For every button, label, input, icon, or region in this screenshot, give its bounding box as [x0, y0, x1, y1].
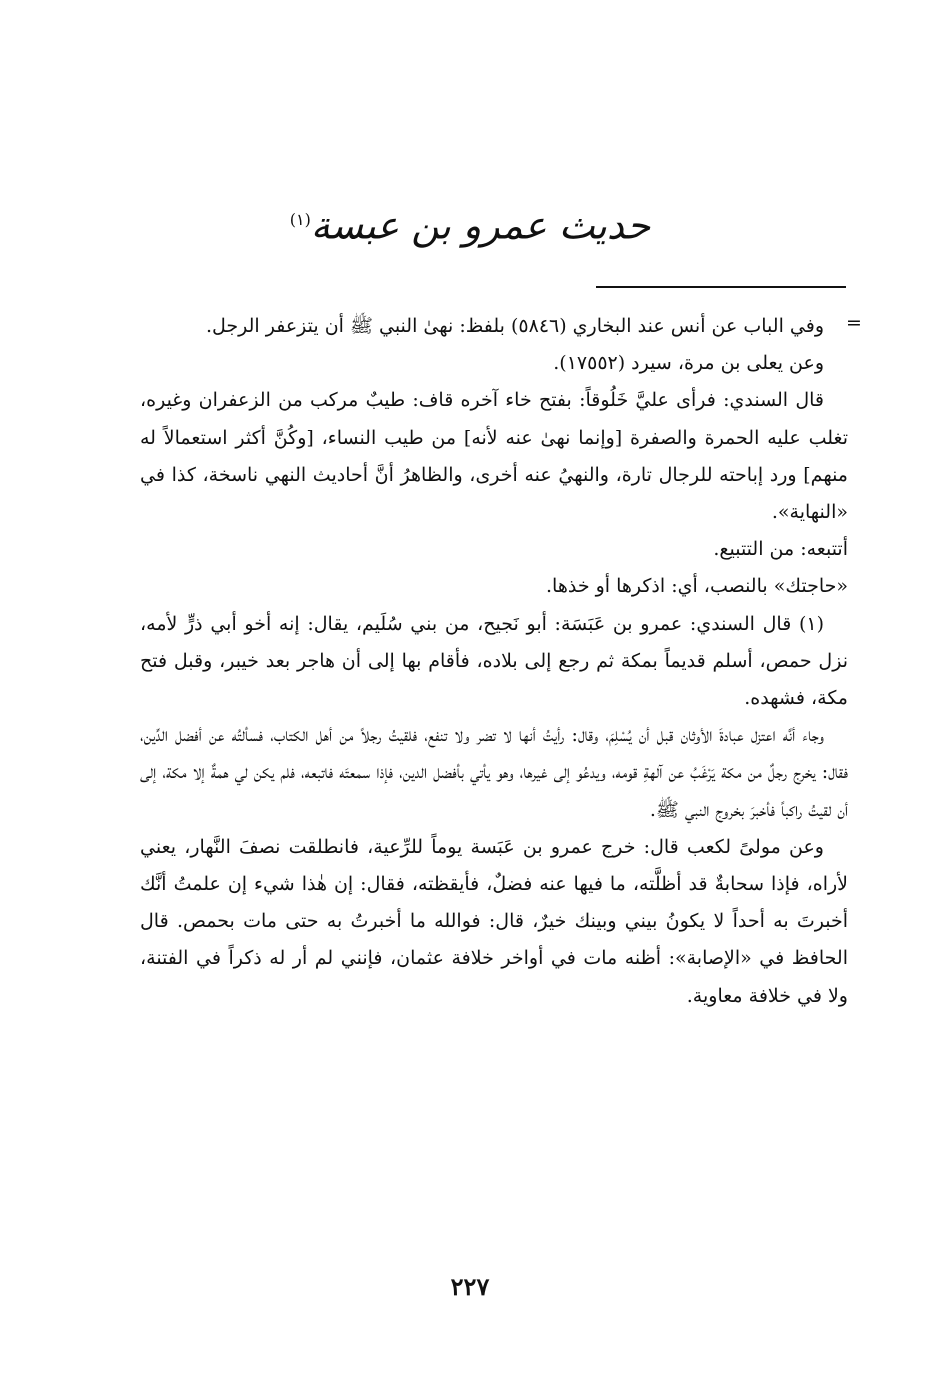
footnote-paragraph: «حاجتك» بالنصب، أي: اذكرها أو خذها. [546, 575, 848, 598]
chapter-title: حديث عمرو بن عبسة [310, 203, 651, 248]
footnote-divider [596, 286, 846, 288]
footnote-paragraph: وجاء أنَّه اعتزل عبادةَ الأوثان قبل أن يُسْلِمَ، وقال: رأيتُ أنها لا تضر ولا تنفع، فلقيتُ رجلاً من أهل الكتاب، فسألتُه عن أفضل الدِّين، فقال: يخرج رجلٌ من مكة يَرْغَبُ عن آلهةِ قومه، ويدعُو إلى غيرها، وهو يأتي بأفضل الدين، فإذا سمعتَه فاتبعه، فلم يكن لي همةٌ إلا مكة، إلى أن لقيتُ راكباً فأخبرَ بخروج النبي ﷺ. [140, 724, 848, 821]
footnote-paragraph: وعن يعلى بن مرة، سيرد (١٧٥٥٢). [553, 352, 824, 375]
footnotes-body [140, 308, 848, 1015]
chapter-heading [270, 190, 670, 256]
footnote-paragraph: (١) قال السندي: عمرو بن عَبَسَة: أبو نَجيح، من بني سُلَيم، يقال: إنه أخو أبي ذرٍّ لأمه، نزل حمص، أسلم قديماً بمكة ثم رجع إلى بلاده، فأقام بها إلى أن هاجر بعد خيبر، وقبل فتح مكة، فشهده. [140, 612, 848, 710]
page-number: ٢٢٧ [450, 1272, 490, 1301]
footnote-paragraph: قال السندي: فرأى عليَّ خَلُوقاً: بفتح خاء آخره قاف: طيبٌ مركب من الزعفران وغيره، تغلب عليه الحمرة والصفرة [وإنما نهىٰ عنه لأنه] من طيب النساء، [وكُنَّ أكثر استعمالاً له منهم] ورد إباحته للرجال تارة، والنهيُ عنه أخرى، والظاهرُ أنَّ أحاديث النهي ناسخة، كذا في «النهاية». [140, 389, 848, 524]
footnote-paragraph: أتتبعه: من التتبيع. [713, 538, 848, 561]
footnote-paragraph: وفي الباب عن أنس عند البخاري (٥٨٤٦) بلفظ: نهىٰ النبي ﷺ أن يتزعفر الرجل. [205, 315, 824, 337]
footnote-paragraph: وعن مولىً لكعب قال: خرج عمرو بن عَبَسة يوماً للرِّعية، فانطلقت نصفَ النَّهار، يعني لأراه، فإذا سحابةٌ قد أظلَّته، ما فيها عنه فضلٌ، فأيقظته، فقال: إن هٰذا شيء إن علمتُ أنَّك أخبرتَ به أحداً لا يكونُ بيني وبينك خيرٌ، قال: فوالله ما أخبرتُ به حتى مات بحمص. قال الحافظ في «الإصابة»: أظنه مات في أواخر خلافة عثمان، فإنني لم أر له ذكراً في الفتنة، ولا في خلافة معاوية. [140, 835, 848, 1007]
heading-footnote-ref: (١) [289, 210, 311, 229]
continuation-marker: = [846, 312, 862, 334]
